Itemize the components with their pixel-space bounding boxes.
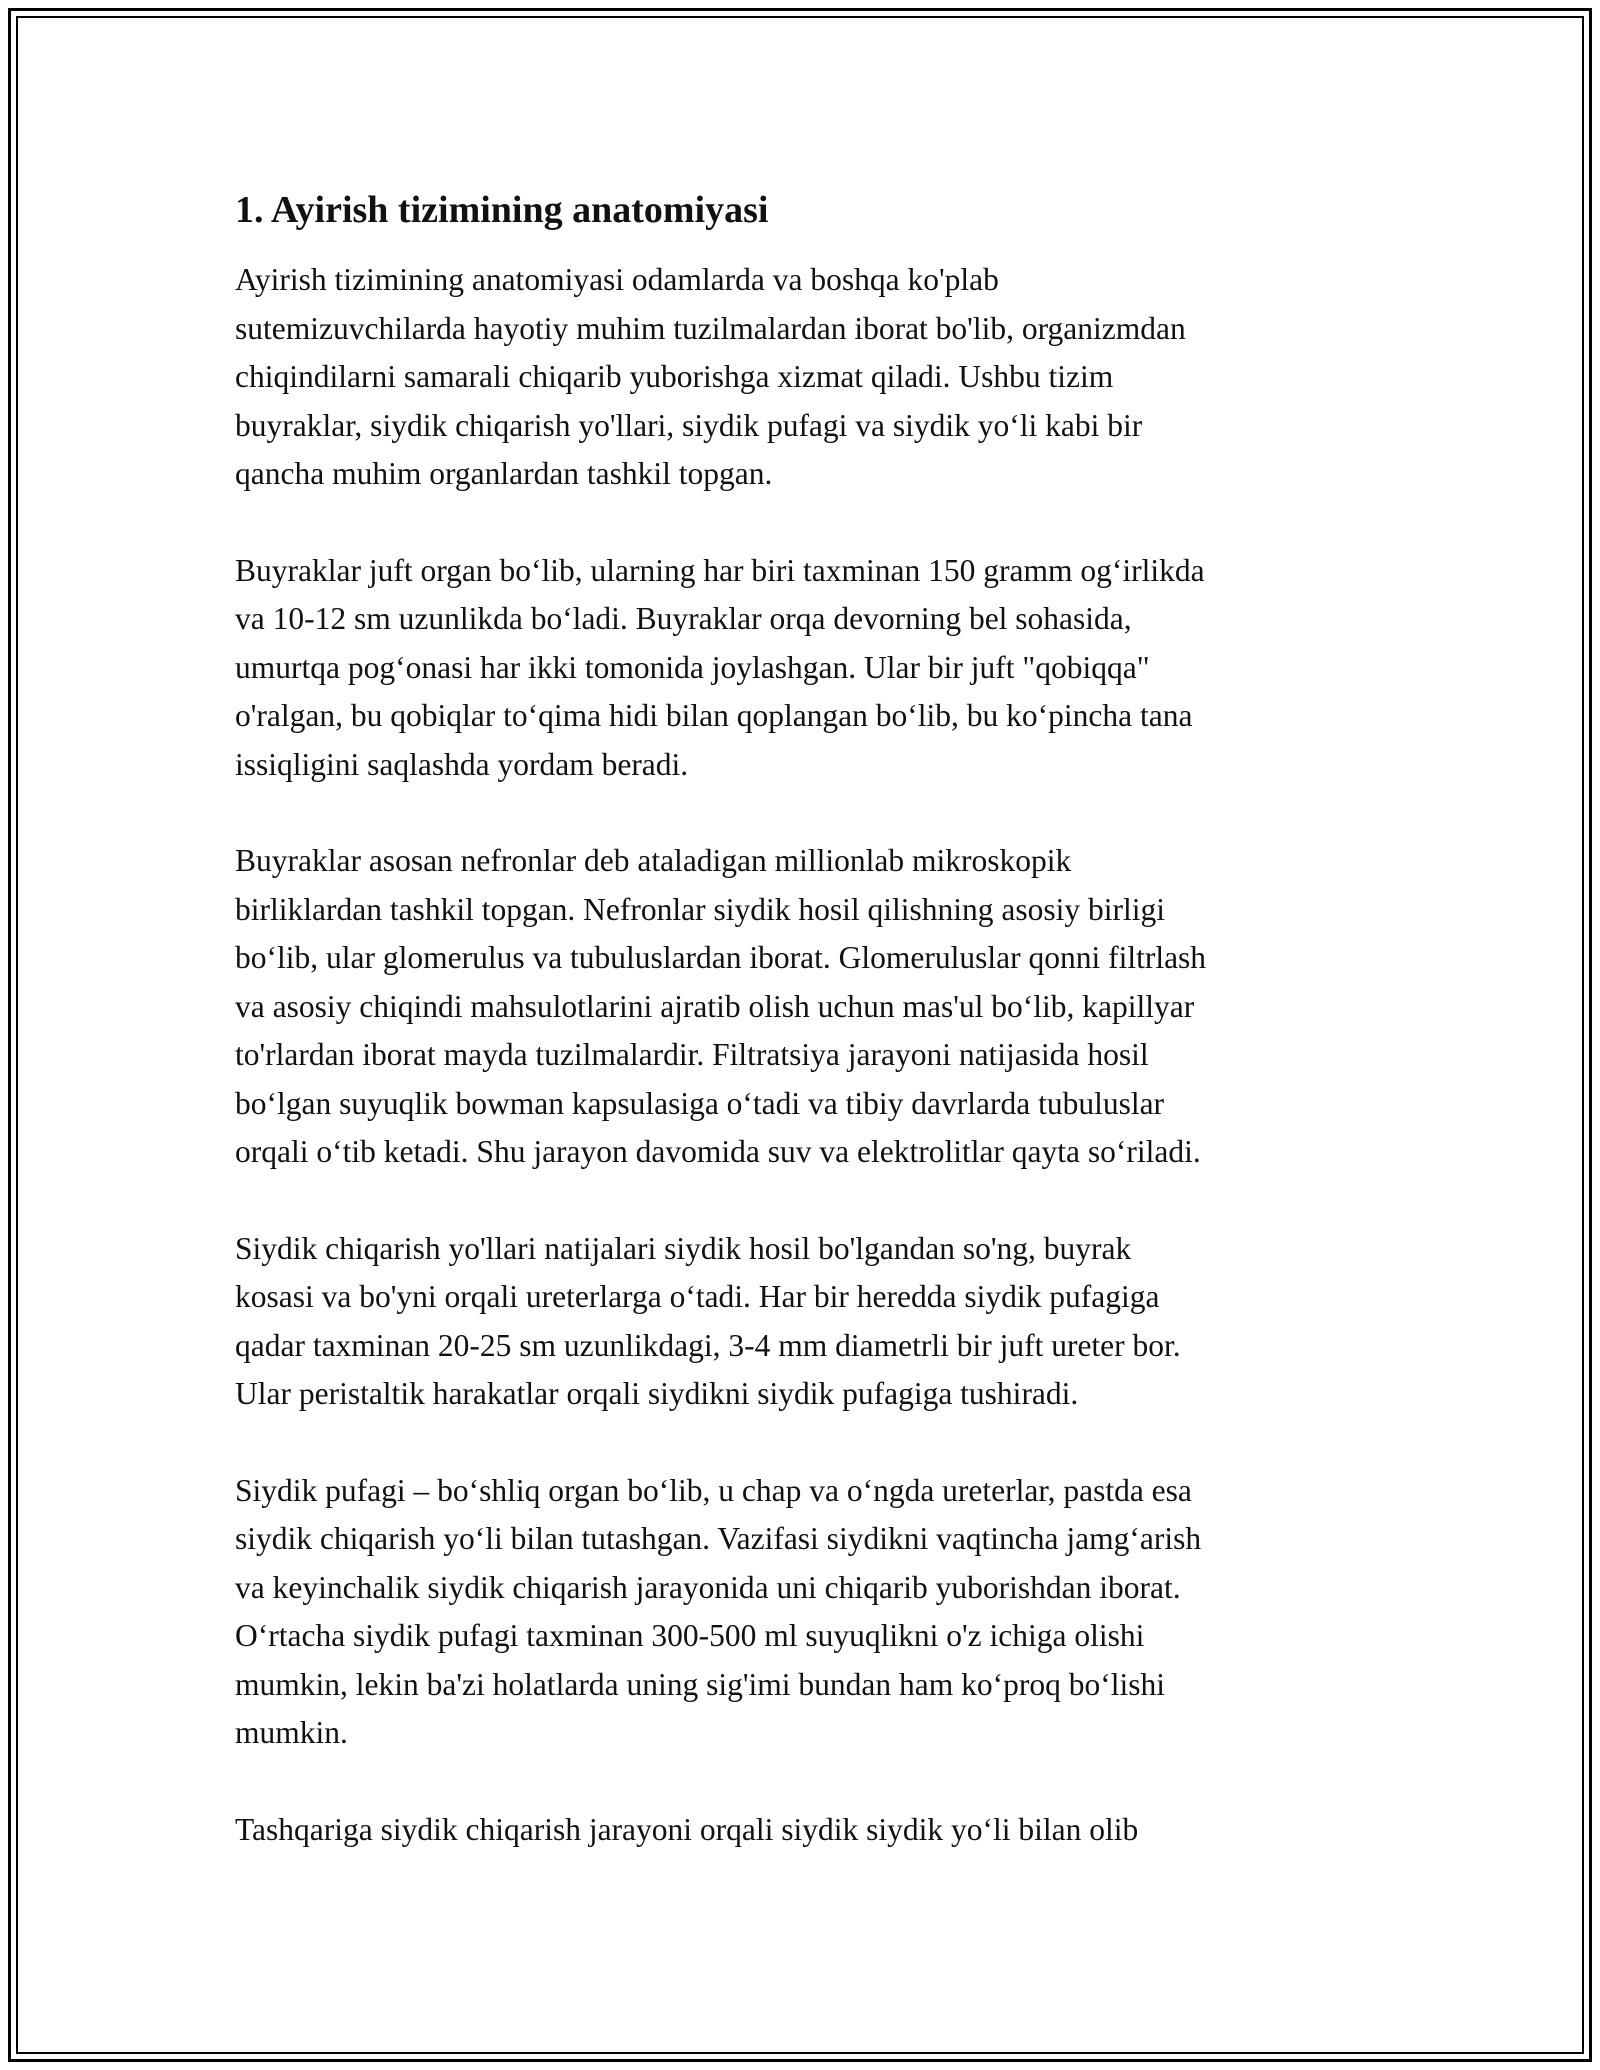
paragraph bbox=[235, 1806, 1370, 1855]
text-line: Tashqariga siydik chiqarish jarayoni orqali siydik siydik yoʻli bilan olib bbox=[235, 1811, 1139, 1847]
text-line: kosasi va bo'yni orqali ureterlarga oʻtadi. Har bir heredda siydik pufagiga bbox=[235, 1279, 1160, 1314]
document-body bbox=[235, 186, 1370, 1902]
text-line: buyraklar, siydik chiqarish yo'llari, siydik pufagi va siydik yoʻli kabi bir bbox=[235, 407, 1143, 443]
text-line: boʻlgan suyuqlik bowman kapsulasiga oʻtadi va tibiy davrlarda tubuluslar bbox=[235, 1085, 1165, 1121]
paragraph bbox=[235, 256, 1370, 499]
text-line: birliklardan tashkil topgan. Nefronlar siydik hosil qilishning asosiy birligi bbox=[235, 891, 1166, 927]
text-line: sutemizuvchilarda hayotiy muhim tuzilmalardan iborat bo'lib, organizmdan bbox=[235, 310, 1186, 346]
text-line: qancha muhim organlardan tashkil topgan. bbox=[235, 456, 773, 491]
text-line: o'ralgan, bu qobiqlar toʻqima hidi bilan qoplangan boʻlib, bu koʻpincha tana bbox=[235, 698, 1193, 733]
text-line: siydik chiqarish yoʻli bilan tutashgan. Vazifasi siydikni vaqtincha jamgʻarish bbox=[235, 1521, 1202, 1556]
text-line: boʻlib, ular glomerulus va tubuluslardan iborat. Glomeruluslar qonni filtrlash bbox=[235, 940, 1207, 975]
paragraph bbox=[235, 837, 1370, 1177]
paragraph bbox=[235, 1225, 1370, 1419]
paragraph bbox=[235, 547, 1370, 790]
text-line: Siydik pufagi – boʻshliq organ boʻlib, u chap va oʻngda ureterlar, pastda esa bbox=[235, 1472, 1192, 1508]
text-line: chiqindilarni samarali chiqarib yuborishga xizmat qiladi. Ushbu tizim bbox=[235, 359, 1114, 394]
text-line: issiqligini saqlashda yordam beradi. bbox=[235, 746, 689, 782]
text-line: to'rlardan iborat mayda tuzilmalardir. Filtratsiya jarayoni natijasida hosil bbox=[235, 1037, 1149, 1072]
text-line: Buyraklar juft organ boʻlib, ularning har biri taxminan 150 gramm ogʻirlikda bbox=[235, 552, 1205, 588]
text-line: Buyraklar asosan nefronlar deb ataladigan millionlab mikroskopik bbox=[235, 843, 1072, 878]
text-line: Oʻrtacha siydik pufagi taxminan 300-500 ml suyuqlikni o'z ichiga olishi bbox=[235, 1618, 1145, 1653]
section-heading: 1. Ayirish tizimining anatomiyasi bbox=[235, 189, 769, 231]
text-line: va asosiy chiqindi mahsulotlarini ajratib olish uchun mas'ul boʻlib, kapillyar bbox=[235, 988, 1195, 1024]
text-line: qadar taxminan 20-25 sm uzunlikdagi, 3-4 mm diametrli bir juft ureter bor. bbox=[235, 1327, 1181, 1363]
paragraph-container bbox=[235, 256, 1370, 1854]
text-line: va 10-12 sm uzunlikda boʻladi. Buyraklar orqa devorning bel sohasida, bbox=[235, 601, 1132, 636]
text-line: mumkin, lekin ba'zi holatlarda uning sig'imi bundan ham koʻproq boʻlishi bbox=[235, 1666, 1165, 1702]
text-line: orqali oʻtib ketadi. Shu jarayon davomida suv va elektrolitlar qayta soʻriladi. bbox=[235, 1134, 1201, 1169]
text-line: Ayirish tizimining anatomiyasi odamlarda va boshqa ko'plab bbox=[235, 262, 999, 297]
text-line: umurtqa pogʻonasi har ikki tomonida joylashgan. Ular bir juft "qobiqqa" bbox=[235, 649, 1150, 685]
text-line: mumkin. bbox=[235, 1715, 348, 1750]
paragraph bbox=[235, 1467, 1370, 1758]
text-line: Siydik chiqarish yo'llari natijalari siydik hosil bo'lgandan so'ng, buyrak bbox=[235, 1230, 1132, 1266]
text-line: va keyinchalik siydik chiqarish jarayonida uni chiqarib yuborishdan iborat. bbox=[235, 1569, 1181, 1605]
text-line: Ular peristaltik harakatlar orqali siydikni siydik pufagiga tushiradi. bbox=[235, 1376, 1079, 1411]
